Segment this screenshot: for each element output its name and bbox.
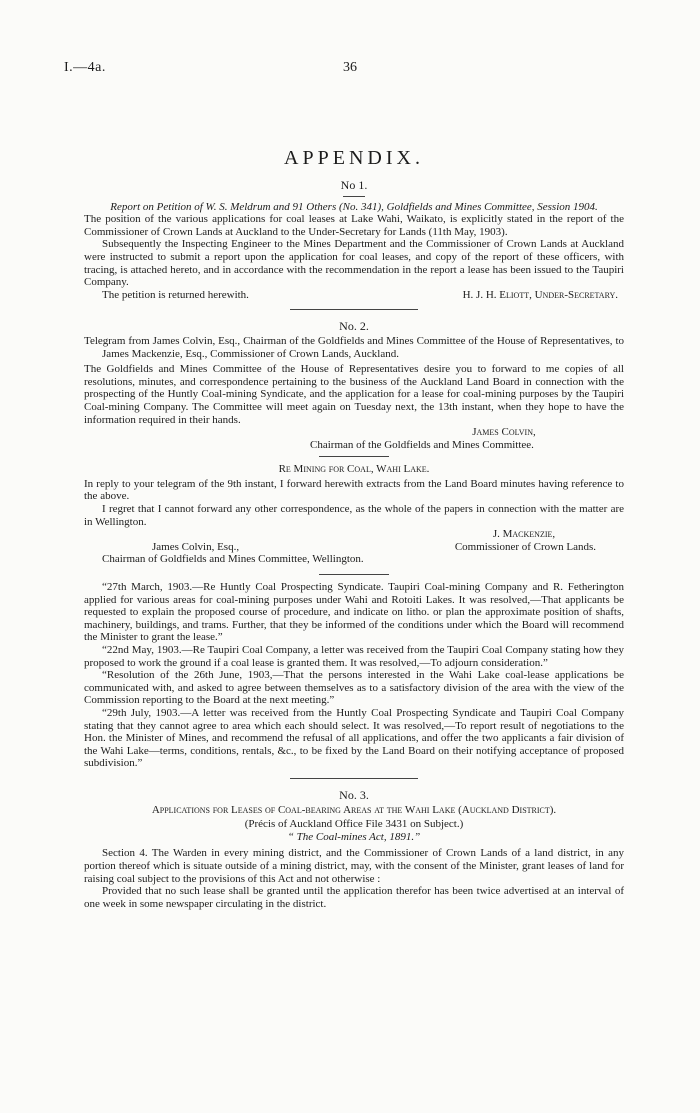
document-body	[84, 147, 624, 910]
appendix-title: APPENDIX.	[284, 147, 424, 169]
reply-paragraph: In reply to your telegram of the 9th instant, I forward herewith extracts from the Land Board minutes having reference to the above.	[84, 477, 624, 503]
act-section: Section 4. The Warden in every mining district, and the Commissioner of Crown Lands of a land district, in any portion thereof which is situate outside of a mining district, may, with the consent of the Minister, grant leases of land for raising coal subject to the provisions of this Act and not otherwise :	[84, 847, 624, 885]
page-number: 36	[343, 60, 357, 75]
section-1-signature: H. J. H. Eliott, Under-Secretary.	[462, 288, 618, 301]
reply-signature-title: Commissioner of Crown Lands.	[454, 540, 596, 553]
addressee-line: Chairman of Goldfields and Mines Committee, Wellington.	[102, 553, 364, 566]
section-3-heading: Applications for Leases of Coal-bearing Areas at the Wahi Lake (Auckland District).	[151, 803, 557, 816]
section-1-heading: Report on Petition of W. S. Meldrum and 91 Others (No. 341), Goldfields and Mines Committee, Session 1904.	[110, 200, 598, 213]
minutes-extract: “Resolution of the 26th June, 1903,—That the persons interested in the Wahi Lake coal-lease applications be communicated with, and asked to agree between themselves as to a satisfactory division of the area with the view of the Commission reporting to the Board at the next meeting.”	[84, 669, 624, 707]
addressee: James Colvin, Esq.,	[152, 540, 240, 553]
divider	[319, 574, 389, 575]
section-1-paragraph: The position of the various applications for coal leases at Lake Wahi, Waikato, is explicitly stated in the report of the Commissioner of Crown Lands at Auckland to the Under-Secretary for Lands (11th May, 1903).	[84, 213, 624, 238]
minutes-extract: “29th July, 1903.—A letter was received from the Huntly Coal Prospecting Syndicate and Taupiri Coal Company stating that they cannot agree to area which each should select. It was resolved,—To report result of negotiations to the Hon. the Minister of Mines, and recommend the refusal of all applications, and offer the two applicants a fair division of the Wahi Lake—terms, conditions, rentals, &c., to be fixed by the Land Board on their notifying acceptance of proposed subdivision.”	[84, 706, 624, 770]
section-2-heading: Telegram from James Colvin, Esq., Chairman of the Goldfields and Mines Committee of the House of Representatives, to James Mackenzie, Esq., Commissioner of Crown Lands, Auckland.	[84, 334, 624, 360]
section-1-paragraph: Subsequently the Inspecting Engineer to the Mines Department and the Commissioner of Crown Lands at Auckland were instructed to submit a report upon the application for coal leases, and copy of the report of these officers, with tracing, is attached hereto, and in accordance with the recommendation in the report a lease has been issued to the Taupiri Company.	[84, 238, 624, 289]
divider	[319, 456, 389, 457]
section-3-subheading: (Précis of Auckland Office File 3431 on Subject.)	[244, 818, 464, 831]
section-divider	[290, 309, 418, 310]
telegram-signature-name: James Colvin,	[472, 426, 536, 439]
section-number-3: No. 3.	[339, 787, 369, 802]
section-number-1: No 1.	[340, 178, 368, 192]
minutes-extract: “22nd May, 1903.—Re Taupiri Coal Company, a letter was received from the Taupiri Coal Company stating how they proposed to work the ground if a coal lease is granted them. It was resolved,—To adjourn consideration.”	[84, 644, 624, 669]
minutes-extract: “27th March, 1903.—Re Huntly Coal Prospecting Syndicate. Taupiri Coal-mining Company and R. Fetherington applied for various areas for coal-mining purposes under Wahi and Rotoiti Lakes. It was resolved,—That applicants be requested to explain the proposed course of procedure, and indicate on litho. or plan the approximate position of shafts, machinery, buildings, and trams. Further, that they be informed of the conditions under which the Board will recommend the Minister to grant the lease.”	[84, 581, 624, 644]
section-1-closing: The petition is returned herewith.	[102, 288, 249, 301]
act-title: “ The Coal-mines Act, 1891.”	[287, 830, 421, 843]
document-reference: I.—4a.	[64, 60, 106, 75]
section-divider	[290, 778, 418, 779]
section-2-paragraph: The Goldfields and Mines Committee of the House of Representatives desire you to forward to me copies of all resolutions, minutes, and correspondence pertaining to the business of the Auckland Land Board in connection with the prospecting of the Huntly Coal-mining Syndicate, and the application for a lease for coal-mining purposes by the Taupiri Coal-mining Company. The Committee will meet again on Tuesday next, the 13th instant, when they hope to have the information required in their hands.	[84, 363, 624, 426]
reply-paragraph: I regret that I cannot forward any other correspondence, as the whole of the papers in connection with the matter are in Wellington.	[84, 503, 624, 528]
reply-signature: J. Mackenzie,	[492, 528, 556, 541]
divider	[343, 196, 365, 197]
telegram-signature-title: Chairman of the Goldfields and Mines Committee.	[310, 438, 534, 451]
section-number-2: No. 2.	[339, 319, 369, 334]
reply-heading: Re Mining for Coal, Wahi Lake.	[278, 463, 430, 476]
act-proviso: Provided that no such lease shall be granted until the application therefor has been twice advertised at an interval of one week in some newspaper circulating in the district.	[84, 885, 624, 910]
